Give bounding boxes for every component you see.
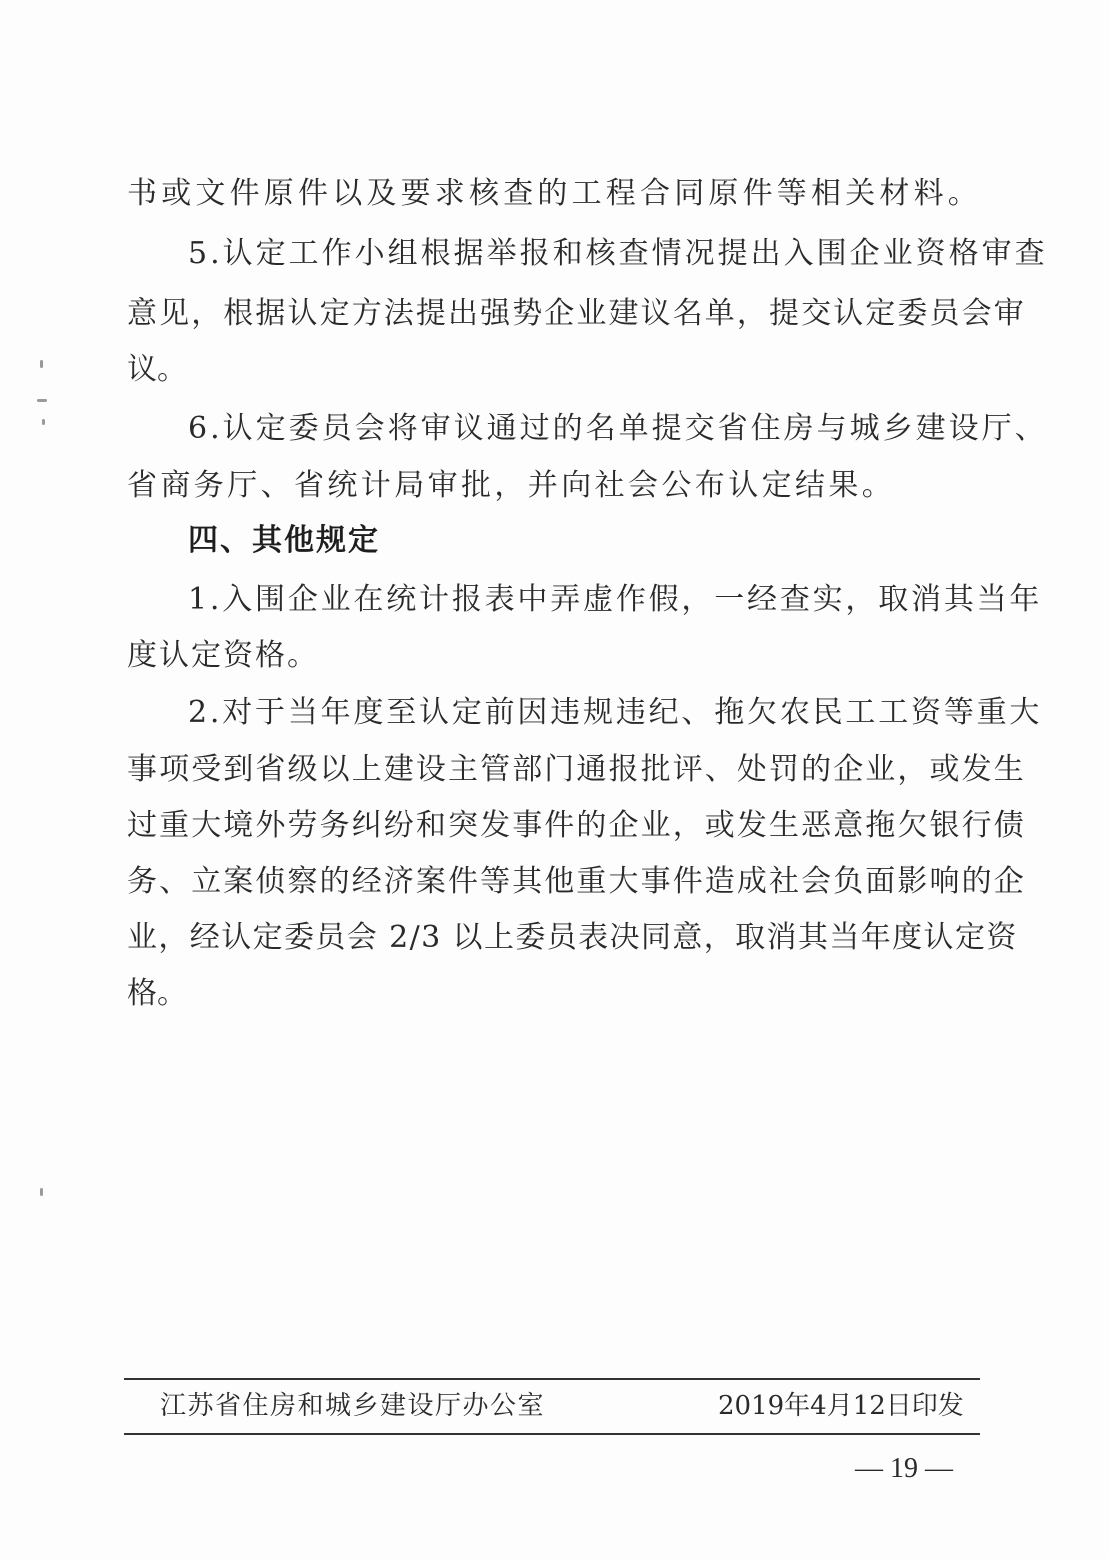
body-line-10: 2.对于当年度至认定前因违规违纪、拖欠农民工工资等重大 — [188, 695, 1043, 730]
body-line-2: 5.认定工作小组根据举报和核查情况提出入围企业资格审查 — [188, 236, 1048, 271]
body-line-12: 过重大境外劳务纠纷和突发事件的企业，或发生恶意拖欠银行债 — [127, 808, 1026, 843]
footer-issuer: 江苏省住房和城乡建设厅办公室 — [160, 1391, 546, 1421]
footer-top-rule — [124, 1378, 980, 1380]
body-line-4: 议。 — [127, 352, 187, 387]
body-line-6: 省商务厅、省统计局审批，并向社会公布认定结果。 — [127, 468, 896, 503]
scan-speck — [40, 360, 43, 368]
body-line-5: 6.认定委员会将审议通过的名单提交省住房与城乡建设厅、 — [188, 411, 1048, 446]
body-line-13: 务、立案侦察的经济案件等其他重大事件造成社会负面影响的企 — [127, 864, 1026, 899]
body-line-1: 书或文件原件以及要求核查的工程合同原件等相关材料。 — [127, 176, 982, 211]
body-line-11: 事项受到省级以上建设主管部门通报批评、处罚的企业，或发生 — [127, 752, 1026, 787]
body-line-9: 度认定资格。 — [127, 638, 319, 673]
body-line-8: 1.入围企业在统计报表中弄虚作假，一经查实，取消其当年 — [188, 582, 1043, 617]
section-heading: 四、其他规定 — [188, 523, 380, 558]
footer-bottom-rule — [124, 1433, 980, 1435]
body-line-3: 意见，根据认定方法提出强势企业建议名单，提交认定委员会审 — [127, 296, 1026, 331]
footer-date: 2019年4月12日印发 — [718, 1391, 964, 1421]
scan-speck — [40, 1188, 43, 1196]
page-number: — 19 — — [855, 1453, 953, 1484]
body-line-15: 格。 — [127, 976, 187, 1011]
scan-speck — [37, 399, 47, 402]
scan-speck — [42, 419, 45, 425]
body-line-14: 业，经认定委员会 2/3 以上委员表决同意，取消其当年度认定资 — [127, 920, 1018, 955]
